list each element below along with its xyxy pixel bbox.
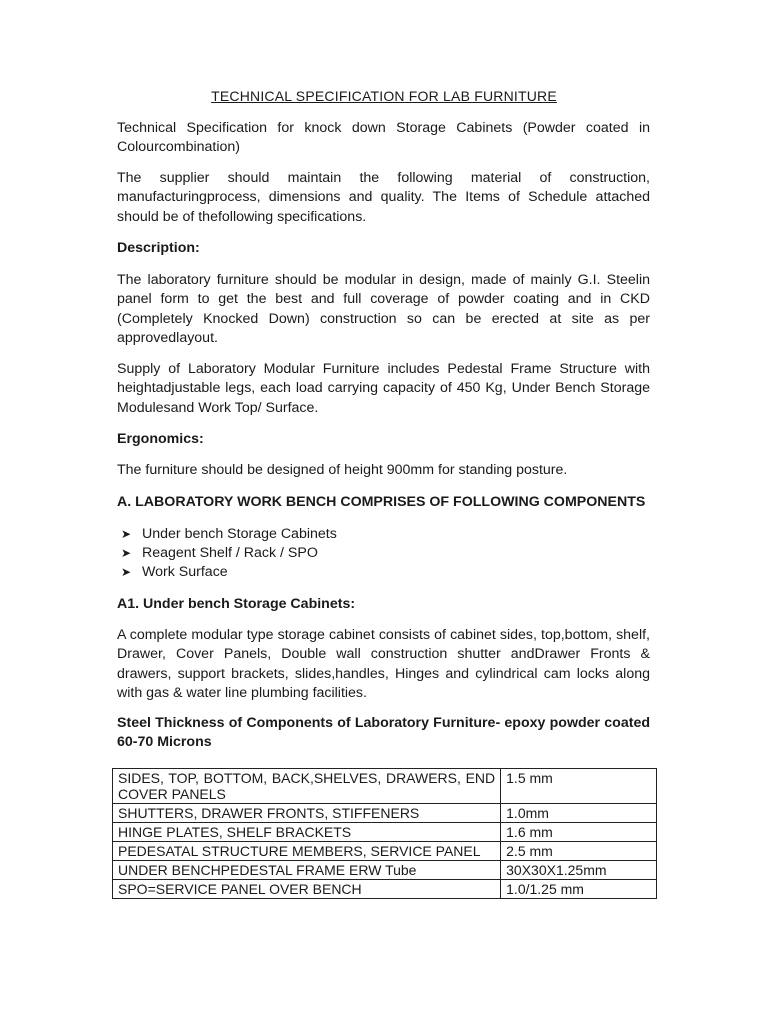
list-item: ➤ Reagent Shelf / Rack / SPO	[117, 544, 650, 563]
steel-thickness-heading: Steel Thickness of Components of Laboratory Furniture- epoxy powder coated 60-70 Microns	[117, 715, 650, 751]
ergonomics-paragraph: The furniture should be designed of height 900mm for standing posture.	[117, 462, 568, 478]
component-cell: HINGE PLATES, SHELF BRACKETS	[113, 823, 501, 842]
component-cell: SPO=SERVICE PANEL OVER BENCH	[113, 880, 501, 899]
description-heading: Description:	[117, 240, 200, 256]
document-title: TECHNICAL SPECIFICATION FOR LAB FURNITURE	[211, 88, 557, 104]
table-row	[113, 861, 657, 880]
description-paragraph-2: Supply of Laboratory Modular Furniture includes Pedestal Frame Structure with heightadjustable legs, each load carrying capacity of 450 Kg, Under Bench Storage Modulesand Work Top/ Surface.	[117, 361, 650, 416]
arrow-bullet-icon: ➤	[121, 527, 132, 541]
table-row	[113, 842, 657, 861]
components-list	[117, 525, 650, 583]
table-row	[113, 880, 657, 899]
component-cell: UNDER BENCHPEDESTAL FRAME ERW Tube	[113, 861, 501, 880]
thickness-cell: 1.5 mm	[501, 769, 657, 804]
table-row	[113, 804, 657, 823]
list-item: ➤ Under bench Storage Cabinets	[117, 525, 650, 544]
component-cell: SHUTTERS, DRAWER FRONTS, STIFFENERS	[113, 804, 501, 823]
component-cell: PEDESATAL STRUCTURE MEMBERS, SERVICE PANEL	[113, 842, 501, 861]
thickness-cell: 30X30X1.25mm	[501, 861, 657, 880]
thickness-cell: 1.6 mm	[501, 823, 657, 842]
list-item: ➤ Work Surface	[117, 563, 650, 582]
arrow-bullet-icon: ➤	[121, 565, 132, 580]
section-a-heading: A. LABORATORY WORK BENCH COMPRISES OF FOLLOWING COMPONENTS	[117, 494, 646, 510]
ergonomics-heading: Ergonomics:	[117, 431, 204, 447]
supplier-paragraph: The supplier should maintain the following material of construction, manufacturingprocess, dimensions and quality. The Items of Schedule attached should be of thefollowing specifications.	[117, 170, 650, 225]
thickness-cell: 1.0/1.25 mm	[501, 880, 657, 899]
table-row	[113, 823, 657, 842]
thickness-cell: 2.5 mm	[501, 842, 657, 861]
intro-paragraph: Technical Specification for knock down Storage Cabinets (Powder coated in Colourcombination)	[117, 120, 650, 156]
a1-heading: A1. Under bench Storage Cabinets:	[117, 596, 356, 612]
component-cell: SIDES, TOP, BOTTOM, BACK,SHELVES, DRAWERS, END COVER PANELS	[113, 769, 501, 804]
steel-thickness-table	[112, 768, 657, 899]
a1-paragraph: A complete modular type storage cabinet consists of cabinet sides, top,bottom, shelf, Drawer, Cover Panels, Double wall construction shutter andDrawer Fronts & drawers, support brackets, slides,handles, Hinges and cylindrical cam locks along with gas & water line plumbing facilities.	[117, 627, 650, 702]
thickness-cell: 1.0mm	[501, 804, 657, 823]
description-paragraph-1: The laboratory furniture should be modular in design, made of mainly G.I. Steelin panel form to get the best and full coverage of powder coating and in CKD (Completely Knocked Down) construction so can be erected at site as per approvedlayout.	[117, 272, 650, 347]
table-row	[113, 769, 657, 804]
arrow-bullet-icon: ➤	[121, 546, 132, 561]
